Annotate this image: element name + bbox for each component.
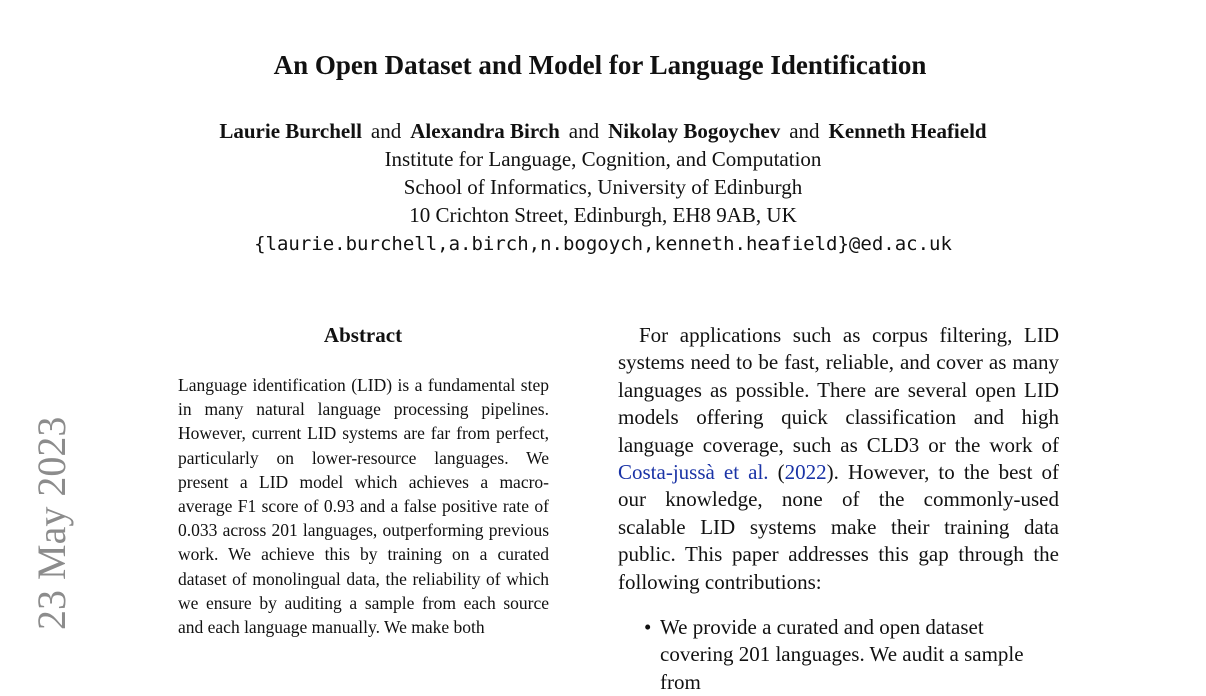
citation-paren-open: ( <box>768 460 785 485</box>
contribution-text: We provide a curated and open dataset covering 201 languages. We audit a sample from <box>660 615 1024 694</box>
affiliation-line: School of Informatics, University of Edinburgh <box>403 175 803 199</box>
intro-paragraph <box>618 322 1059 596</box>
citation-link[interactable]: Costa-jussà et al. <box>618 460 769 485</box>
citation-paren-close: ) <box>826 460 834 485</box>
author-separator: and <box>370 119 402 143</box>
affiliation-line: Institute for Language, Cognition, and Computation <box>384 147 822 171</box>
author-separator: and <box>789 119 820 143</box>
intro-text: For applications such as corpus filtering, LID systems need to be fast, reliable, and cover as many languages as possible. There are several open LID models offering quick classification and high language coverage, such as CLD3 or the work of <box>618 323 1059 457</box>
author-separator: and <box>568 119 600 143</box>
author-email: {laurie.burchell,a.birch,n.bogoych,kenneth.heafield}@ed.ac.uk <box>254 233 952 255</box>
intro-text: . However, to the best of our knowledge, none of the commonly-used scalable LID systems make their training data public. This paper addresses this gap through the following contributions: <box>618 460 1059 594</box>
arxiv-date-text: 23 May 2023 <box>29 416 74 630</box>
contribution-list <box>618 614 1059 696</box>
bullet-icon: • <box>644 615 652 640</box>
abstract-body: Language identification (LID) is a fundamental step in many natural language processing pipelines. However, current LID systems are far from perfect, particularly on lower-resource languages. We present a LID model which achieves a macro-average F1 score of 0.93 and a false positive rate of 0.033 across 201 languages, outperforming previous work. We achieve this by training on a curated dataset of monolingual data, the reliability of which we ensure by auditing a sample from each source and each language manually. We make both <box>178 375 549 638</box>
author-name: Kenneth Heafield <box>828 119 987 143</box>
author-name: Nikolay Bogoychev <box>608 119 781 143</box>
author-name: Laurie Burchell <box>219 119 362 143</box>
paper-title: An Open Dataset and Model for Language Identification <box>273 50 927 80</box>
intro-column <box>618 322 1059 696</box>
author-list <box>0 117 1206 145</box>
affiliation-line: 10 Crichton Street, Edinburgh, EH8 9AB, UK <box>409 203 797 227</box>
list-item <box>618 614 1059 696</box>
author-name: Alexandra Birch <box>410 119 560 143</box>
arxiv-date-stamp <box>30 410 74 630</box>
abstract-heading: Abstract <box>323 323 403 347</box>
citation-year-link[interactable]: 2022 <box>784 460 827 485</box>
